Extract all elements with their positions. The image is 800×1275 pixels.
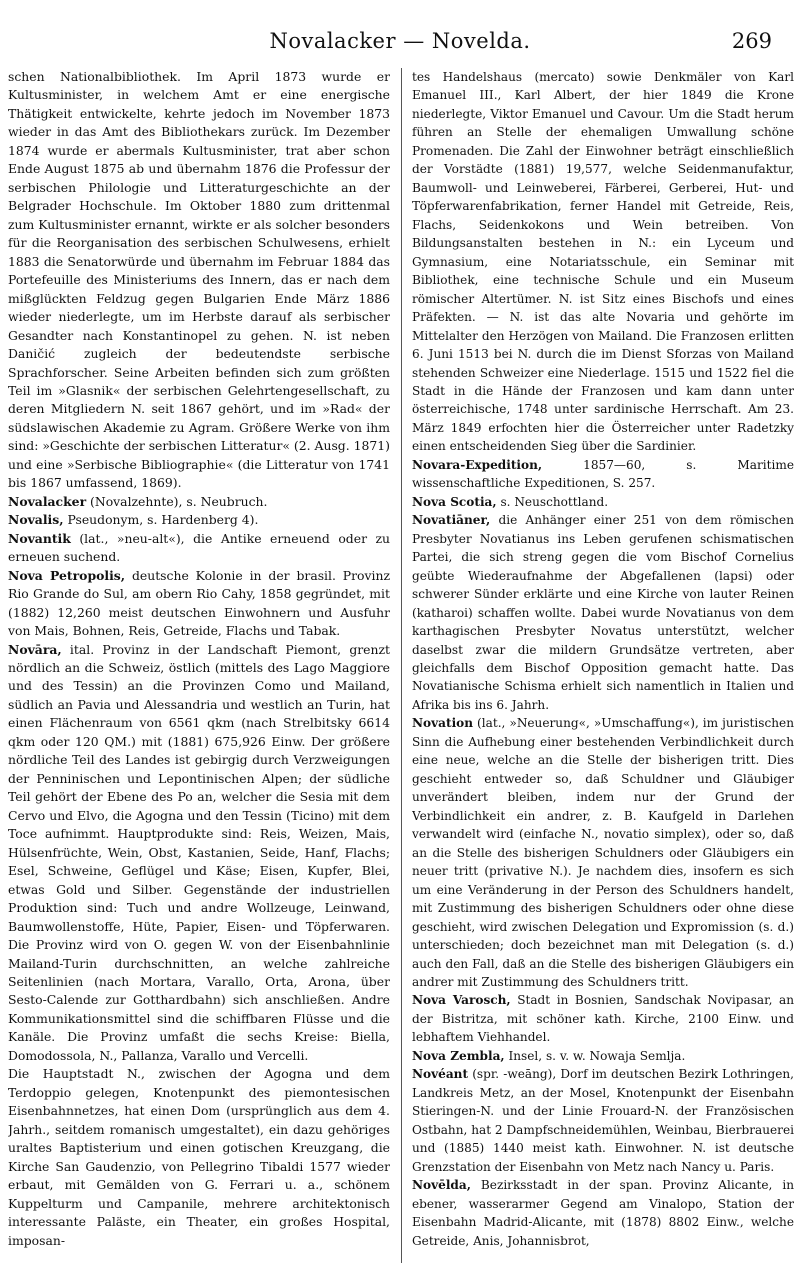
entry-headword: Novéant — [412, 1067, 469, 1082]
entry-text: (lat., »Neuerung«, »Umschaffung«), im juristischen Sinn die Aufhebung einer bestehenden Verbindlichkeit durch eine neue, welche an die Stelle der bisherigen tritt. Dies geschieht entweder so, daß Schuldner und Gläubiger unverändert bleiben, indem nur der Grund der Verbindlichkeit ein andrer, z. B. Kaufgeld in Darlehen verwandelt wird (einfache N., novatio simplex), oder so, daß an die Stelle des bisherigen Schuldners oder Gläubigers ein neuer tritt (privative N.). Je nachdem dies, insofern es sich um eine Veränderung in der Person des Schuldners handelt, mit Zustimmung des bisherigen Schuldners oder ohne diese geschieht, wird zwischen Delegation und Expromission (s. d.) unterschieden; doch bezeichnet man mit Delegation (s. d.) auch den Fall, daß an die Stelle des bisherigen Gläubigers ein andrer mit Zustimmung des Schuldners tritt. — [412, 716, 794, 989]
entry-text: die Anhänger einer 251 von dem römischen Presbyter Novatianus ins Leben gerufenen schismatischen Partei, die sich streng gegen die vom Bischof Cornelius geübte Wiederaufnahme der Abgefallenen (lapsi) oder schwerer Sünder erklärte und eine Kirche von lauter Reinen (katharoi) schaffen wollte. Dabei wurde Novatianus von dem karthagischen Presbyter Novatus unterstützt, welcher daselbst zwar die mildern Grundsätze vertreten, aber gleichfalls dem Bischof Opposition gemacht hatte. Das Novatianische Schisma erhielt sich namentlich in Italien und Afrika bis ins 6. Jahrh. — [412, 513, 794, 712]
column-divider — [401, 68, 402, 1263]
entry-headword: Novation — [412, 716, 474, 731]
entry-text: Insel, s. v. w. Nowaja Semlja. — [504, 1048, 686, 1063]
dictionary-entry — [412, 714, 794, 991]
running-head: Novalacker — Novelda. — [269, 29, 531, 53]
entry-text: ital. Provinz in der Landschaft Piemont, grenzt nördlich an die Schweiz, östlich (mittels des Lago Maggiore und des Tessin) an die Provinzen Como und Mailand, südlich an Pavia und Alessandria und westlich an Turin, hat einen Flächenraum von 6561 qkm (nach Strelbitsky 6614 qkm oder 120 QM.) mit (1881) 675,926 Einw. Der größere nördliche Teil des Landes ist gebirgig durch Verzweigungen der Penninischen und Lepontinischen Alpen; der südliche Teil gehört der Ebene des Po an, welcher die Sesia mit dem Cervo und Elvo, die Agogna und den Tessin (Ticino) mit dem Toce aufnimmt. Hauptprodukte sind: Reis, Weizen, Mais, Hülsenfrüchte, Wein, Obst, Kastanien, Seide, Hanf, Flachs; Esel, Schweine, Geflügel und Käse; Eisen, Kupfer, Blei, etwas Gold und Silber. Gegenstände der industriellen Produktion sind: Tuch und andre Wollzeuge, Leinwand, Baumwollenstoffe, Hüte, Papier, Eisen- und Töpferwaren. Die Provinz wird von O. gegen W. von der Eisenbahnlinie Mailand-Turin durchschnitten, an welche zahlreiche Seitenlinien (nach Mortara, Varallo, Orta, Arona, über Sesto-Calende zur Gotthardbahn) sich anschließen. Andre Kommunikationsmittel sind die schiffbaren Flüsse und die Kanäle. Die Provinz umfaßt die sechs Kreise: Biella, Domodossola, N., Pallanza, Varallo und Vercelli. — [8, 641, 390, 1063]
right-column — [412, 68, 794, 1263]
entry-text: Die Hauptstadt N., zwischen der Agogna und dem Terdoppio gelegen, Knotenpunkt des piemontesischen Eisenbahnnetzes, hat einen Dom (ursprünglich aus dem 4. Jahrh., seitdem romanisch umgestaltet), ein dazu gehöriges uraltes Baptisterium und einen gotischen Kreuzgang, die Kirche San Gaudenzio, von Pellegrino Tibaldi 1577 wieder erbaut, mit Gemälden von G. Ferrari u. a., schönem Kuppelturm und Campanile, mehrere architektonisch interessante Paläste, ein Theater, ein großes Hospital, imposan- — [8, 1066, 390, 1248]
dictionary-entry — [412, 493, 794, 511]
dictionary-entry — [8, 493, 390, 511]
entry-headword: Novēlda, — [412, 1178, 471, 1193]
dictionary-entry — [412, 456, 794, 493]
dictionary-entry — [412, 1176, 794, 1250]
entry-text: (lat., »neu-alt«), die Antike erneuend oder zu erneuen suchend. — [8, 530, 390, 565]
dictionary-entry — [8, 641, 390, 1066]
entry-text: Bezirksstadt in der span. Provinz Alicante, in ebener, wasserarmer Gegend am Vinalopo, Station der Eisenbahn Madrid-Alicante, mit (1878) 8802 Einw., welche Getreide, Anis, Johannisbrot, — [412, 1178, 794, 1248]
entry-continuation — [8, 1065, 390, 1250]
entry-headword: Nova Varosch, — [412, 993, 511, 1008]
entry-headword: Nova Scotia, — [412, 494, 497, 509]
entry-headword: Nova Petropolis, — [8, 567, 126, 583]
entry-text: (spr. -weāng), Dorf im deutschen Bezirk Lothringen, Landkreis Metz, an der Mosel, Knotenpunkt der Eisenbahn Stieringen-N. und der Linie Frouard-N. der Französischen Ostbahn, hat 2 Dampfschneidemühlen, Weinbau, Bierbrauerei und (1885) 1440 meist kath. Einwohner. N. ist deutsche Grenzstation der Eisenbahn von Metz nach Nancy u. Paris. — [412, 1067, 794, 1174]
entry-headword: Novara-Expedition, — [412, 457, 543, 472]
entry-text: Pseudonym, s. Hardenberg 4). — [63, 512, 259, 528]
entry-text: (Novalzehnte), s. Neubruch. — [86, 493, 268, 509]
dictionary-entry — [412, 991, 794, 1046]
dictionary-entry — [8, 511, 390, 529]
entry-headword: Novantik — [8, 530, 71, 546]
entry-headword: Nova Zembla, — [412, 1048, 505, 1063]
entry-headword: Novalis, — [8, 512, 64, 528]
dictionary-entry — [412, 1065, 794, 1176]
dictionary-entry — [8, 530, 390, 567]
page-number: 269 — [731, 29, 772, 53]
left-column — [8, 68, 390, 1263]
entry-text: schen Nationalbibliothek. Im April 1873 wurde er Kultusminister, in welchem Amt er eine energische Thätigkeit entwickelte, kehrte jedoch im November 1873 wieder in das Amt des Bibliothekars zurück. Im Dezember 1874 wurde er abermals Kultusminister, trat aber schon Ende August 1875 ab und übernahm 1876 die Professur der serbischen Philologie und Litteraturgeschichte an der Belgrader Hochschule. Im Oktober 1880 zum drittenmal zum Kultusminister ernannt, wirkte er als solcher besonders für die Reorganisation des serbischen Schulwesens, erhielt 1883 die Senatorwürde und übernahm im Februar 1884 das Portefeuille des Ministeriums des Innern, das er nach dem mißglückten Feldzug gegen Bulgarien Ende März 1886 wieder niederlegte, um im Herbste darauf als serbischer Gesandter nach Konstantinopel zu gehen. N. ist neben Daničić zugleich der bedeutendste serbische Sprachforscher. Seine Arbeiten befinden sich zum größten Teil im »Glasnik« der serbischen Gelehrtengesellschaft, zu deren Mitgliedern N. seit 1867 gehört, und im »Rad« der südslawischen Akademie zu Agram. Größere Werke von ihm sind: »Geschichte der serbischen Litteratur« (2. Ausg. 1871) und eine »Serbische Bibliographie« (die Litteratur von 1741 bis 1867 umfassend, 1869). — [8, 69, 390, 491]
entry-text: deutsche Kolonie in der brasil. Provinz Rio Grande do Sul, am obern Rio Cahy, 1858 gegründet, mit (1882) 12,260 meist deutschen Einwohnern und Ausfuhr von Mais, Bohnen, Reis, Getreide, Flachs und Tabak. — [8, 567, 390, 639]
page-header — [0, 27, 800, 61]
dictionary-entry — [412, 1047, 794, 1065]
dictionary-entry — [412, 511, 794, 714]
dictionary-entry — [8, 567, 390, 641]
entry-text: Stadt in Bosnien, Sandschak Novipasar, an der Bistritza, mit schöner kath. Kirche, 2100 Einw. und lebhaftem Viehhandel. — [412, 993, 794, 1045]
entry-continuation — [8, 68, 390, 493]
entry-headword: Novatiāner, — [412, 513, 491, 528]
entry-continuation — [412, 68, 794, 456]
entry-headword: Novalacker — [8, 493, 87, 509]
entry-text: tes Handelshaus (mercato) sowie Denkmäler von Karl Emanuel III., Karl Albert, der hier 1849 die Krone niederlegte, Viktor Emanuel und Cavour. Um die Stadt herum führen an Stelle der ehemaligen Umwallung schöne Promenaden. Die Zahl der Einwohner beträgt einschließlich der Vorstädte (1881) 19,577, welche Seidenmanufaktur, Baumwoll- und Leinweberei, Färberei, Gerberei, Hut- und Töpferwarenfabrikation, ferner Handel mit Getreide, Reis, Flachs, Seidenkokons und Wein betreiben. Von Bildungsanstalten bestehen in N.: ein Lyceum und Gymnasium, eine Notariatsschule, ein Seminar mit Bibliothek, eine technische Schule und ein Museum römischer Altertümer. N. ist Sitz eines Bischofs und eines Präfekten. — N. ist das alte Novaria und gehörte im Mittelalter den Herzögen von Mailand. Die Franzosen erlitten 6. Juni 1513 bei N. durch die im Dienst Sforzas von Mailand stehenden Schweizer eine Niederlage. 1515 und 1522 fiel die Stadt in die Hände der Franzosen und kam dann unter österreichische, 1748 unter sardinische Herrschaft. Am 23. März 1849 erfochten hier die Österreicher unter Radetzky einen entscheidenden Sieg über die Sardinier. — [412, 70, 794, 454]
entry-text: 1857—60, s. Maritime wissenschaftliche Expeditionen, S. 257. — [412, 457, 794, 491]
entry-headword: Novāra, — [8, 641, 62, 657]
entry-text: s. Neuschottland. — [496, 494, 609, 509]
